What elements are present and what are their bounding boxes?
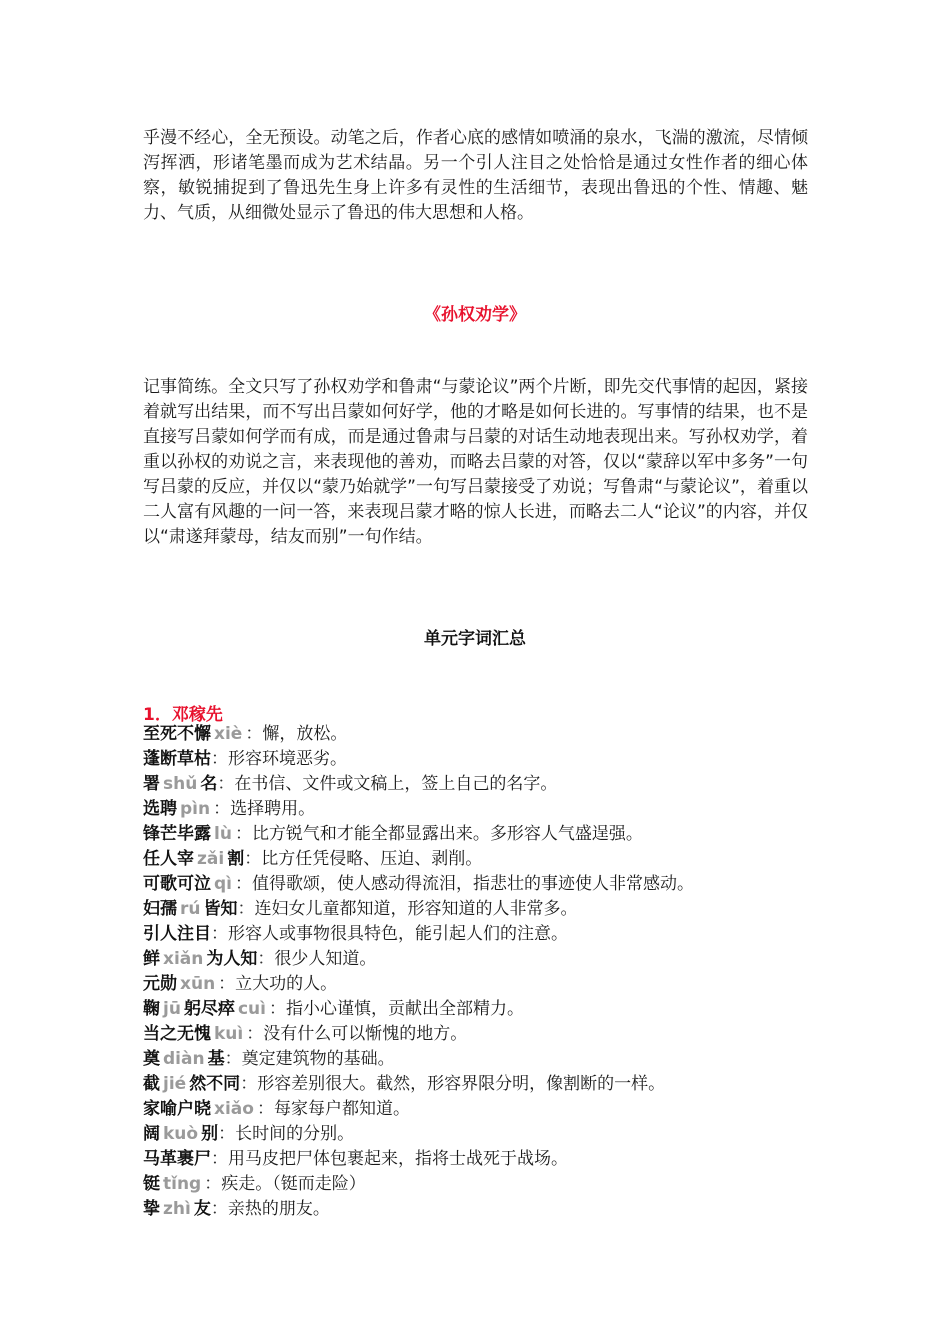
vocab-term: 可歌可泣 xyxy=(143,874,211,894)
vocab-pinyin: kuì xyxy=(214,1024,244,1044)
unit-title: 单元字词汇总 xyxy=(424,629,526,649)
vocab-definition: 形容人或事物很具特色，能引起人们的注意。 xyxy=(228,924,568,944)
vocab-definition: 懈，放松。 xyxy=(262,724,348,744)
vocab-term-rest: 然不同 xyxy=(189,1074,241,1094)
vocab-separator: ： xyxy=(237,899,255,919)
vocab-definition: 在书信、文件或文稿上，签上自己的名字。 xyxy=(234,774,558,794)
vocab-pinyin: xiǎo xyxy=(214,1099,254,1119)
vocab-definition: 立大功的人。 xyxy=(235,974,338,994)
vocab-term: 当之无愧 xyxy=(143,1024,211,1044)
vocab-separator: ： xyxy=(218,974,236,994)
section-title: 《孙权劝学》 xyxy=(424,305,526,325)
vocab-item xyxy=(143,922,823,947)
vocab-item xyxy=(143,1147,823,1172)
vocab-term: 马革裹尸 xyxy=(143,1149,211,1169)
vocab-separator: ： xyxy=(224,1049,242,1069)
vocab-definition: 形容差别很大。截然，形容界限分明，像割断的一样。 xyxy=(257,1074,666,1094)
vocab-definition: 指小心谨慎，贡献出全部精力。 xyxy=(285,999,524,1019)
vocab-item xyxy=(143,872,823,897)
vocab-pinyin: rú xyxy=(180,899,201,919)
vocab-definition: 很少人知道。 xyxy=(274,949,377,969)
vocab-definition: 比方任凭侵略、压迫、剥削。 xyxy=(261,849,483,869)
vocab-pinyin: zǎi xyxy=(197,849,225,869)
vocab-item xyxy=(143,1097,823,1122)
vocab-separator: ： xyxy=(244,849,262,869)
vocab-pinyin: diàn xyxy=(163,1049,205,1069)
vocab-definition: 值得歌颂，使人感动得流泪，指悲壮的事迹使人非常感动。 xyxy=(252,874,694,894)
vocab-term: 鞠 xyxy=(143,999,160,1019)
vocab-term: 蓬断草枯 xyxy=(143,749,211,769)
vocab-pinyin: jié xyxy=(163,1074,187,1094)
vocab-item xyxy=(143,747,823,772)
vocab-item xyxy=(143,897,823,922)
vocab-pinyin: xūn xyxy=(180,974,216,994)
vocab-definition: 长时间的分别。 xyxy=(235,1124,355,1144)
vocab-separator: ： xyxy=(204,1174,222,1194)
vocab-pinyin: lù xyxy=(214,824,232,844)
vocab-definition: 每家每户都知道。 xyxy=(273,1099,410,1119)
vocab-list xyxy=(143,722,823,1222)
vocab-pinyin: xiè xyxy=(214,724,243,744)
lesson-heading: 1．邓稼先 xyxy=(143,705,223,725)
vocab-term: 阔 xyxy=(143,1124,160,1144)
vocab-term-rest: 割 xyxy=(227,849,245,869)
vocab-term: 奠 xyxy=(143,1049,160,1069)
vocab-term: 引人注目 xyxy=(143,924,211,944)
vocab-separator: ： xyxy=(235,874,252,894)
vocab-term-rest: 基 xyxy=(207,1049,225,1069)
vocab-term: 元勋 xyxy=(143,974,177,994)
vocab-definition: 亲热的朋友。 xyxy=(227,1199,330,1219)
vocab-separator: ： xyxy=(257,949,275,969)
vocab-pinyin: shǔ xyxy=(163,774,198,794)
vocab-separator: ： xyxy=(217,774,235,794)
vocab-item xyxy=(143,1047,823,1072)
vocab-pinyin: pìn xyxy=(180,799,211,819)
vocab-pinyin: zhì xyxy=(163,1199,191,1219)
vocab-separator: ： xyxy=(211,749,228,769)
vocab-term: 锋芒毕露 xyxy=(143,824,211,844)
vocab-pinyin: qì xyxy=(214,874,232,894)
vocab-term-rest: 别 xyxy=(201,1124,219,1144)
vocab-item xyxy=(143,1072,823,1097)
vocab-term: 挚 xyxy=(143,1199,160,1219)
vocab-pinyin: kuò xyxy=(163,1124,199,1144)
vocab-separator: ： xyxy=(213,799,231,819)
analysis-paragraph: 记事简练。全文只写了孙权劝学和鲁肃“与蒙论议”两个片断，即先交代事情的起因，紧接着就写出结果，而不写出吕蒙如何好学，他的才略是如何长进的。写事情的结果，也不是直接写吕蒙如何学而有成，而是通过鲁肃与吕蒙的对话生动地表现出来。写孙权劝学，着重以孙权的劝说之言，来表现他的善劝，而略去吕蒙的对答，仅以“蒙辞以军中多务”一句写吕蒙的反应，并仅以“蒙乃始就学”一句写吕蒙接受了劝说；写鲁肃“与蒙论议”，着重以二人富有风趣的一问一答，来表现吕蒙才略的惊人长进，而略去二人“论议”的内容，并仅以“肃遂拜蒙母，结友而别”一句作结。 xyxy=(143,377,808,547)
vocab-separator: ： xyxy=(256,1099,274,1119)
vocab-separator: ： xyxy=(218,1124,236,1144)
vocab-term-rest: 名 xyxy=(200,774,218,794)
vocab-definition: 形容环境恶劣。 xyxy=(228,749,347,769)
vocab-item xyxy=(143,1122,823,1147)
vocab-definition: 选择聘用。 xyxy=(230,799,316,819)
vocab-term: 家喻户晓 xyxy=(143,1099,211,1119)
vocab-definition: 奠定建筑物的基础。 xyxy=(241,1049,395,1069)
vocab-definition: 没有什么可以惭愧的地方。 xyxy=(263,1024,468,1044)
vocab-term-rest: 为人知 xyxy=(206,949,258,969)
vocab-item xyxy=(143,797,823,822)
vocab-separator: ： xyxy=(211,1149,228,1169)
vocab-term: 鲜 xyxy=(143,949,160,969)
vocab-pinyin: cuì xyxy=(237,999,266,1019)
vocab-separator: ： xyxy=(240,1074,258,1094)
vocab-term: 署 xyxy=(143,774,160,794)
vocab-item xyxy=(143,972,823,997)
vocab-item xyxy=(143,947,823,972)
intro-paragraph: 乎漫不经心，全无预设。动笔之后，作者心底的感情如喷涌的泉水，飞湍的激流，尽情倾泻挥洒，形诸笔墨而成为艺术结晶。另一个引人注目之处恰恰是通过女性作者的细心体察，敏锐捕捉到了鲁迅先生身上许多有灵性的生活细节，表现出鲁迅的个性、情趣、魅力、气质，从细微处显示了鲁迅的伟大思想和人格。 xyxy=(143,128,808,223)
vocab-term: 至死不懈 xyxy=(143,724,211,744)
vocab-pinyin: xiǎn xyxy=(163,949,204,969)
vocab-definition: 用马皮把尸体包裹起来，指将士战死于战场。 xyxy=(228,1149,568,1169)
vocab-item xyxy=(143,822,823,847)
vocab-separator: ： xyxy=(245,724,263,744)
vocab-definition: 疾走。（铤而走险） xyxy=(221,1174,366,1194)
vocab-item xyxy=(143,1022,823,1047)
vocab-item xyxy=(143,772,823,797)
vocab-separator: ： xyxy=(211,924,228,944)
vocab-item xyxy=(143,847,823,872)
vocab-separator: ： xyxy=(246,1024,264,1044)
vocab-term-rest: 友 xyxy=(193,1199,211,1219)
vocab-separator: ： xyxy=(234,824,252,844)
vocab-term: 妇孺 xyxy=(143,899,177,919)
vocab-term-rest: 皆知 xyxy=(203,899,238,919)
vocab-term: 铤 xyxy=(143,1174,160,1194)
vocab-item xyxy=(143,1172,823,1197)
vocab-pinyin: jū xyxy=(163,999,181,1019)
vocab-pinyin: tǐng xyxy=(163,1174,202,1194)
vocab-item xyxy=(143,1197,823,1222)
vocab-term-rest: 躬尽瘁 xyxy=(183,999,235,1019)
vocab-term: 选聘 xyxy=(143,799,177,819)
vocab-definition: 连妇女儿童都知道，形容知道的人非常多。 xyxy=(254,899,578,919)
vocab-separator: ： xyxy=(210,1199,228,1219)
vocab-definition: 比方锐气和才能全都显露出来。多形容人气盛逞强。 xyxy=(251,824,643,844)
vocab-term: 任人宰 xyxy=(143,849,194,869)
vocab-separator: ： xyxy=(268,999,286,1019)
vocab-item xyxy=(143,722,823,747)
vocab-term: 截 xyxy=(143,1074,160,1094)
vocab-item xyxy=(143,997,823,1022)
